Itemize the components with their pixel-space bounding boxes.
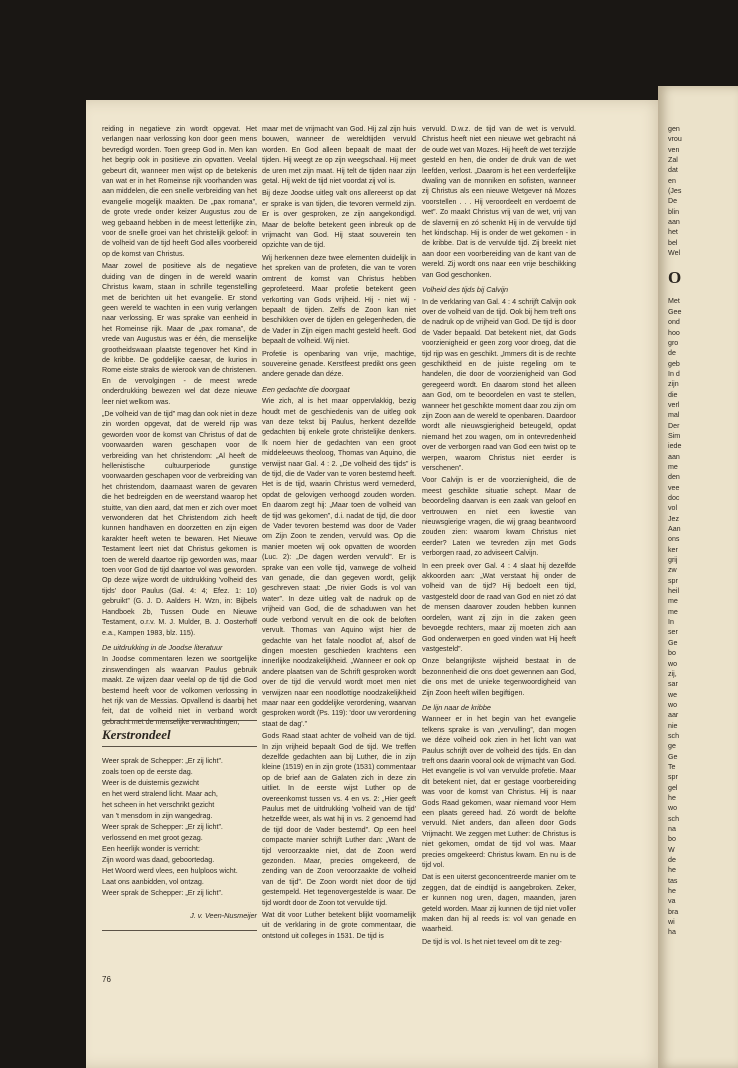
right-page-line: aar (668, 711, 679, 720)
right-page-line: doc (668, 494, 680, 502)
right-page-line: het (668, 228, 678, 237)
paragraph: Wat dit voor Luther betekent blijkt voornamelijk uit de verklaring in de grote commentaar, die ontstond uit colleges in 1531. De tijd is (262, 911, 416, 940)
paragraph: „De volheid van de tijd” mag dan ook niet in deze zin worden opgevat, dat de wereld rijp was geworden voor de komst van Christus of dat de voorwaarden waren geschapen voor de verbreiding van het christendom: „Al heeft de hellenistische cultuurperiode gunstige voorwaarden geschapen voor de verbreiding van het christendom, daarnaast waren de gevaren die het bedreigden en de weerstand waarop het stuitte, van dien aard, dat men er zich over moet verwonderen dat het Christendom zich heeft kunnen handhaven en doorzetten en zijn eigen karakter heeft weten te bewaren. Het Nieuwe Testament leert niet dat Christus gekomen is toen de wereld daartoe rijp geworden was, maar toen voor God de tijd daartoe vol was geworden. Op deze wijze wordt de uitdrukking 'volheid des tijds' door Paulus (Gal. 4: 4; Efez. 1: 10) gebruikt” (G. J. D. Aalders H. Wzn, in: Bijbels Handboek 2b, Tussen Oude en Nieuwe Testament, o.r.v. M. J. Mulder, B. J. Oosterhoff e.a., Kampen 1983, blz. 115). (102, 409, 257, 637)
section-heading: Volheid des tijds bij Calvijn (422, 285, 509, 295)
right-page-line: wo (668, 700, 678, 709)
right-page-line: In (668, 618, 674, 627)
poem-line: Een heerlijk wonder is verricht: (102, 844, 200, 853)
section-heading: Een gedachte die doorgaat (262, 384, 350, 394)
poem-line: van 't mensdom in zijn wangedrag. (102, 811, 213, 820)
right-page-line: gro (668, 338, 679, 347)
paragraph: Dat is een uiterst geconcentreerde manier om te zeggen, dat de eindtijd is aangebroken. Zeker, er kunnen nog uren, dagen, maanden, jaren geteld worden. Maar zij kunnen de tijd niet voller maken dan hij al reeds is: vol van genade en waarheid. (422, 873, 576, 934)
section-heading: De uitdrukking in de Joodse literatuur (102, 642, 223, 652)
page-number: 76 (102, 975, 111, 984)
right-page-line: zij, (668, 669, 677, 678)
right-page-line: Wel (668, 249, 681, 258)
right-page-line: dat (668, 166, 678, 175)
right-page-line: nie (668, 721, 678, 730)
right-page-edge (658, 86, 738, 1068)
article-column-3 (422, 124, 576, 1034)
poem-line: Het Woord werd vlees, een hulploos wicht. (102, 866, 238, 875)
poem-line: Zijn woord was daad, geboortedag. (102, 855, 215, 864)
right-page-line: grij (668, 556, 678, 565)
right-page-line: he (668, 887, 676, 896)
right-page-line: geb (668, 359, 680, 368)
right-page-line: gen (668, 125, 680, 133)
right-page-line: sar (668, 680, 678, 689)
right-page-line: bo (668, 649, 676, 658)
paragraph: Wie zich, al is het maar oppervlakkig, bezig houdt met de geschiedenis van de uitleg ook van deze tekst bij Paulus, herkent dezelfde gedachten bij enkele grote christelijke denkers. Ik noem hier de gedachten van een groot middeleeuws theoloog, Thomas van Aquino, die verwijst naar Gal. 4 : 2. „De volheid des tijds” is de tijd, die de Vader van te voren bestemd heeft. Het is de tijd, waarin Christus werd vernederd, opdat de gelovigen verhoogd zouden worden. En daarom zegt hij: „Maar toen de volheid van de tijd was gekomen”, d.i. nadat de tijd, die door de Vader tevoren bestemd was door de Vader om Zijn Zoon te zenden, vervuld was. Op die manier moeten wij ook opvatten de woorden (Luc. 2): „De dagen werden vervuld”. Er is sprake van een volle tijd, vanwege de volheid van genade, die dan gegeven wordt, gelijk geschreven staat: „De rivier Gods is vol van water”. In deze uitleg valt de nadruk op de vrijheid van God, die de schaduwen van het oude verbond vervult en die ook de beloften vervult. Thomas van Aquino wijst hier de gedachte van het fatale noodlot af, alsof de dingen moesten geschieden krachtens een innerlijke noodzakelijkheid. „Wanneer er ook op andere plaatsen van de Schrift gesproken wordt over de tijd die vervuld wordt moet men niet verwijzen naar een noodlottige noodzakelijkheid maar naar een goddelijke verordening, waarvan gesproken wordt (Ps. 119): 'door uw verordening staat de dag'.” (262, 397, 416, 728)
right-page-line: ser (668, 628, 678, 637)
paragraph: In een preek over Gal. 4 : 4 slaat hij dezelfde akkoorden aan: „Wat verstaat hij onder de volheid van de tijd? Hij bedoelt een tijd, vastgesteld door de raad van God en niet zó dat de mensen daarover zouden hebben kunnen oordelen, want zij zijn in die zaken geen bevoegde rechters, maar zij moeten zich aan God onderwerpen en goed vinden wat Hij heeft vastgesteld”. (422, 561, 576, 653)
right-page-line: Te (668, 762, 676, 771)
right-page-column (668, 124, 738, 938)
poem-line: Laat ons aanbidden, vol ontzag. (102, 877, 204, 886)
poem-body (102, 755, 262, 898)
right-page-line: sch (668, 814, 680, 823)
right-page-line: hoo (668, 328, 680, 337)
right-page-line: bel (668, 238, 678, 247)
right-page-line: wi (668, 918, 675, 927)
right-page-line: we (668, 690, 678, 699)
article-column-2 (262, 124, 416, 1034)
right-page-line: wo (668, 659, 678, 668)
right-page-line: ons (668, 535, 680, 544)
paragraph: Maar zowel de positieve als de negatieve duiding van de dingen in de wereld waarin Christus kwam, staan in schrille tegenstelling met de berichten uit het evangelie. Er stond geen wereld te wachten in een vurig verlangen naar verlossing. Er was sprake van eenheid in het Romeinse rijk. Maar de „pax romana”, de vrede van Augustus was er één, die menselijke grootheidswaan plaatste tegenover het Kind in de kribbe. De goddelijke caesar, de kurios in Rome eiste straks de wierook van de christenen. En de vervolgingen - de meest wrede onderdrukking bewezen wel dat deze nieuwe leer niet welkom was. (102, 262, 257, 406)
right-page-line: Der (668, 421, 680, 430)
poem-rule-middle (102, 746, 257, 747)
right-page-line: verl (668, 400, 680, 409)
right-page-line: aan (668, 452, 680, 461)
right-page-line: de (668, 856, 676, 865)
paragraph: De tijd is vol. Is het niet teveel om dit te zeg- (422, 937, 562, 946)
right-page-line: he (668, 866, 676, 875)
right-page-line: (Jes (668, 187, 682, 196)
right-page-line: zijn (668, 380, 679, 389)
right-page-line: den (668, 473, 680, 482)
paragraph: Gods Raad staat achter de volheid van de tijd. In zijn vrijheid bepaalt God de tijd. We treffen dezelfde gedachten aan bij Luther, die in zijn kleine (1519) en in zijn grote (1531) commentaar op de brief aan de Galaten zich in deze zin uitliet. In de eerste wijst Luther op de overeenkomst tussen vs. 4 en vs. 2: „Hier geeft Paulus met de uitdrukking 'volheid van de tijd' hetzelfde weer, als wat hij in vs. 2 genoemd had de tijd door de Vader bestemd”. Op een heel compacte manier schrijft Luther dan: „Want de tijd veroorzaakte niet, dat de Zoon werd gezonden. Maar, precies omgekeerd, de zending van de Zoon veroorzaakte de volheid van de tijd”. De Zoon wordt niet door de tijd gestempeld. Het tegenovergestelde is waar. De tijd wordt door de Zoon tot vervulde tijd. (262, 732, 416, 907)
paragraph: Profetie is openbaring van vrije, machtige, souvereine genade. Kerstfeest predikt ons geen andere genade dan déze. (262, 349, 416, 379)
right-page-line: ond (668, 318, 680, 327)
poem-rule-top (102, 720, 257, 721)
paragraph: Bij deze Joodse uitleg valt ons allereerst op dat er sprake is van tijden, die tevoren vermeld zijn. Er is over gesproken, ze zijn aangekondigd. Maar de belofte betekent geen inbreuk op de vrijmacht van God. Hij staat souverein ten opzichte van de tijd. (262, 189, 416, 250)
paragraph: Wanneer er in het begin van het evangelie telkens sprake is van „vervulling”, dan mogen we déze volheid ook zien in het licht van wat Paulus schrijft over de volheid des tijds. En dan treft ons daarin vooral ook de vrijmacht van God. Het evangelie is vol van vervulde profetie. Maar dit betekent niet, dat er gestage voorbereiding was voor de komst van Christus. Hij is naar Gods Raad gekomen, waar niemand voor Hem een plaats gereed had. Zó wordt de belofte vervuld. Niet anders, dan alleen door Gods Vrijmacht. We zeggen met Luther: de Christus is niet gekomen, omdat de tijd vol was. Maar precies omgekeerd: Christus kwam. En nu is de tijd vol. (422, 715, 576, 870)
paragraph: reiding in negatieve zin wordt opgevat. Het verlangen naar verlossing kon door geen mens bevredigd worden. Toen greep God in. Men kan het begrip ook in positieve zin opvatten. Veelal gebeurt dit, wanneer men wijst op de betekenis van wat er in het Romeinse rijk voorhanden was aan middelen, die een snelle verbreiding van het evangelie mogelijk maakten. De „pax romana”, de grote vrede onder keizer Augustus zou de weg gebaand hebben in de meest letterlijke zin, voor de snelle groei van het christelijk geloof: in de volheid van de tijd heeft God alles voorbereid op de komst van Christus. (102, 125, 257, 258)
paragraph: Wij herkennen deze twee elementen duidelijk in het spreken van de profeten, die van te voren omtrent de komst van Christus hebben geprofeteerd. Maar profetie betekent geen verkorting van Gods vrijheid. Hij - niet wij - bepaalt de tijden. Zelfs de Zoon kan niet beschikken over de tijden en gelegenheden, die de Vader in Zijn eigen macht gesteld heeft. God bepaalt de volheid. Wij niet. (262, 253, 416, 346)
poem-title: Kerstrondeel (102, 727, 171, 742)
paragraph: vervuld. D.w.z. de tijd van de wet is vervuld. Christus heeft niet een nieuwe wet gebracht ná de oude wet van Mozes. Hij heeft de wet terzijde gesteld en hen, die onder de druk van de wet leefden, verlost. „Daarom is het een verderfelijke dwaling van de monniken en sofisten, wanneer zij Christus als een nieuwe Wetgever ná Mozes voorstellen . . . Hij veroordeelt en verdoemt de wet”. Zo maakt Christus vrij van de wet, vrij van de slavernij en zó schenkt Hij in de vervulde tijd het kindschap. Hij is onder de wet gekomen - in de kribbe. Dat is de vervulde tijd. Zij breekt niet aan door een voorbereiding van de kant van de wereld. Zij wordt ons naar een vrije beschikking van God geschonken. (422, 125, 576, 279)
section-heading: De lijn naar de kribbe (422, 702, 491, 712)
right-page-line: sch (668, 731, 680, 740)
right-page-line: me (668, 607, 678, 616)
right-page-line: blin (668, 207, 680, 216)
right-page-line: zw (668, 566, 677, 575)
right-page-line: die (668, 390, 678, 399)
poem-line: Weer sprak de Schepper: „Er zij licht”. (102, 888, 223, 897)
right-page-line: spr (668, 576, 678, 585)
poem-line: Weer is de duisternis gezwicht (102, 778, 199, 787)
right-page-line: heil (668, 587, 680, 596)
right-page-line: ker (668, 545, 678, 554)
poem-line: verlossend en met groot gezag. (102, 833, 203, 842)
paragraph: Onze belangrijkste wijsheid bestaat in de bezonnenheid die ons doet gewennen aan God, die ons met de unieke tegenwoordigheid van Zijn Zoon heeft willen begiftigen. (422, 657, 576, 697)
poem-line: en het werd stralend licht. Maar ach, (102, 789, 218, 798)
paragraph: In de verklaring van Gal. 4 : 4 schrijft Calvijn ook over de volheid van de tijd. Ook bij hem treft ons de nadruk op de vrijheid van God. De tijd is door de Vader bepaald. Dat betekent niet, dat Gods voorzienigheid er geen zorg voor droeg, dat die tijd rijp was en geschikt. „Immers dit is de rechte geschiktheid en de juiste regeling om te handelen, die door de voorzienigheid van God geregeerd wordt. En daarom stond het alleen aan God, om te beoordelen en vast te stellen, wanneer het geschikte moment daar zou zijn om zijn Zoon aan de wereld te openbaren. Daardoor wordt alle nieuwsgierigheid beteugeld, opdat niemand het zou wagen, om in ontevredenheid over de verborgen raad van God een twist op te werpen, waarom Christus niet eerder is verschenen”. (422, 297, 576, 472)
poem-line: zoals toen op de eerste dag. (102, 767, 193, 776)
right-page-line: De (668, 197, 678, 206)
right-page-line: vrou (668, 135, 682, 144)
right-page-line: W (668, 845, 675, 854)
right-page-line: wo (668, 804, 678, 813)
right-page-line: In d (668, 369, 680, 378)
right-page-line: gel (668, 783, 678, 792)
right-page-line: mal (668, 411, 680, 420)
poem-line: Weer sprak de Schepper: „Er zij licht”. (102, 756, 223, 765)
right-page-line: he (668, 793, 676, 802)
right-page-line: Sim (668, 431, 681, 440)
right-page-line: Ge (668, 752, 678, 761)
right-page-line: Ge (668, 638, 678, 647)
right-page-line: iede (668, 442, 682, 451)
right-page-line: tas (668, 876, 678, 885)
right-page-line: Jez (668, 514, 680, 523)
right-page-line: me (668, 597, 678, 606)
right-page-line: Zal (668, 156, 678, 165)
right-page-line: Met (668, 297, 680, 306)
right-page-line: Gee (668, 307, 682, 316)
right-page-line: ge (668, 742, 676, 751)
paragraph: maar met de vrijmacht van God. Hij zal zijn huis bouwen, wanneer de wereldtijden vervuld worden. En God alleen bepaalt de maat der tijden. Hij weegt ze op zijn weegschaal. Hij meet de uren met zijn maat. Hij telt de tijden naar zijn getal. Hij wekt de tijd niet voordat zij vol is. (262, 125, 416, 186)
poem-line: het scheen in het verschrikt gezicht (102, 800, 215, 809)
right-page-line: me (668, 462, 678, 471)
poem-author: J. v. Veen-Nusmeijer (190, 911, 257, 920)
right-page-line: vol (668, 504, 678, 513)
right-page-line: ha (668, 928, 676, 937)
right-page-line: spr (668, 773, 678, 782)
paragraph: Voor Calvijn is er de voorzienigheid, die de meest geschikte situatie schept. Maar de beoordeling daarvan is een zaak van geloof en vertrouwen en niet een kwestie van nieuwsgierige vragen, die wij graag beantwoord zouden zien: waarom kwam Christus niet eerder? Laten we tevreden zijn met Gods verborgen raad, zo adviseert Calvijn. (422, 476, 576, 558)
right-page-line: Aan (668, 525, 681, 534)
right-page-line: ven (668, 145, 680, 154)
right-page-line: bra (668, 907, 679, 916)
right-page-line: bo (668, 835, 676, 844)
poem-line: Weer sprak de Schepper: „Er zij licht”. (102, 822, 223, 831)
right-page-line: en (668, 176, 676, 185)
paragraph: In Joodse commentaren lezen we soortgelijke zinswendingen als waarvan Paulus gebruik maakt. Ze wijzen daar veelal op de tijd die God bestemd heeft voor de volkomen verlossing in het rijk van de Messias. Opvallend is daarbij het feit, dat de volheid niet in verband wordt gebracht met de menselijke verwachtingen, (102, 655, 257, 726)
right-page-line: vee (668, 483, 680, 492)
poem-rule-bottom (102, 930, 257, 931)
right-page-line: na (668, 825, 676, 833)
right-page-heading: O (668, 268, 682, 288)
right-page-line: va (668, 897, 676, 906)
right-page-line: aan (668, 218, 680, 227)
right-page-line: de (668, 349, 676, 358)
